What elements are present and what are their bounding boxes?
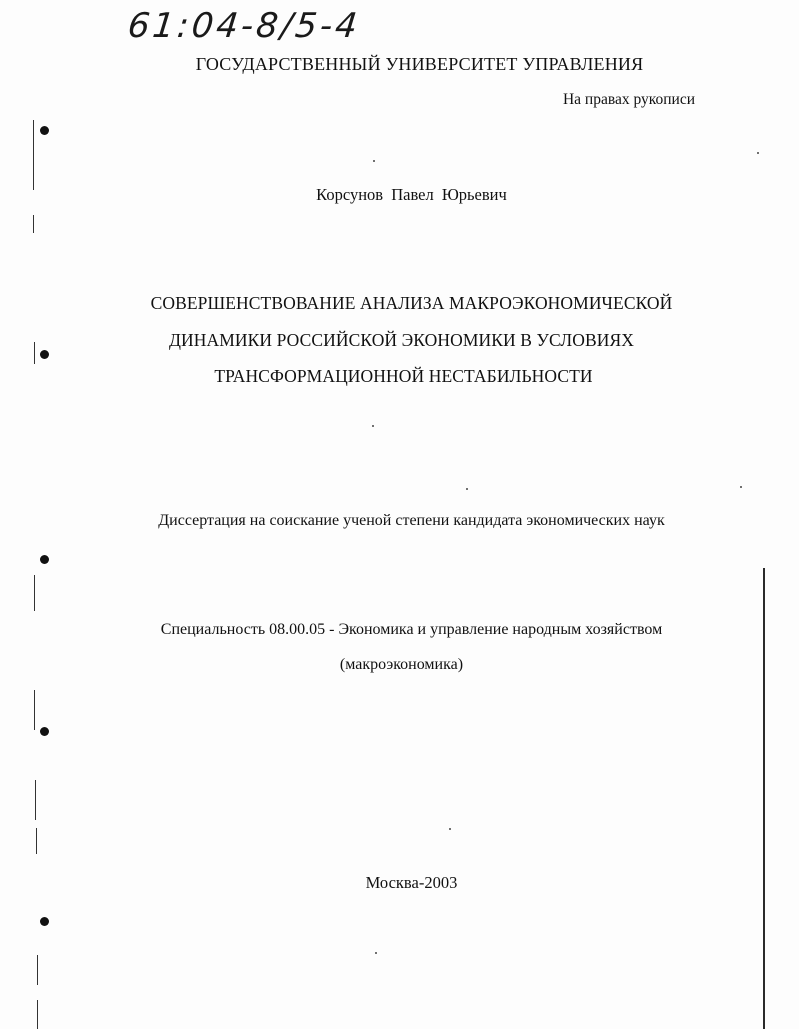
scan-speck [757, 152, 759, 154]
margin-scan-line [34, 690, 35, 730]
binder-hole-mark [40, 917, 49, 926]
scan-speck [466, 488, 468, 490]
dissertation-title-line: СОВЕРШЕНСТВОВАНИЕ АНАЛИЗА МАКРОЭКОНОМИЧЕСКОЙ [150, 293, 673, 313]
margin-scan-line [37, 1000, 38, 1029]
margin-scan-line [34, 575, 35, 611]
city-year: Москва-2003 [365, 873, 458, 892]
margin-scan-line [37, 955, 38, 985]
author-name: Корсунов Павел Юрьевич [316, 185, 507, 204]
margin-scan-line [35, 780, 36, 820]
scan-speck [375, 952, 377, 954]
margin-scan-line [33, 215, 34, 233]
degree-statement: Диссертация на соискание ученой степени кандидата экономических наук [158, 512, 665, 529]
scan-speck [373, 160, 375, 162]
binder-hole-mark [40, 727, 49, 736]
dissertation-title-line: ДИНАМИКИ РОССИЙСКОЙ ЭКОНОМИКИ В УСЛОВИЯХ [168, 330, 635, 350]
margin-scan-line [36, 828, 37, 854]
margin-scan-line [33, 120, 34, 190]
dissertation-title-line: ТРАНСФОРМАЦИОННОЙ НЕСТАБИЛЬНОСТИ [214, 366, 593, 386]
scan-speck [740, 486, 742, 488]
handwritten-archive-code: 61:04-8/5-4 [125, 6, 362, 46]
binder-hole-mark [40, 126, 49, 135]
university-name: ГОСУДАРСТВЕННЫЙ УНИВЕРСИТЕТ УПРАВЛЕНИЯ [195, 54, 644, 74]
binder-hole-mark [40, 350, 49, 359]
rights-note: На правах рукописи [562, 91, 695, 108]
scan-speck [449, 828, 451, 830]
specialty-note: (макроэкономика) [339, 656, 464, 673]
binder-hole-mark [40, 555, 49, 564]
scan-speck [372, 425, 374, 427]
specialty-line: Специальность 08.00.05 - Экономика и управление народным хозяйством [160, 621, 663, 638]
